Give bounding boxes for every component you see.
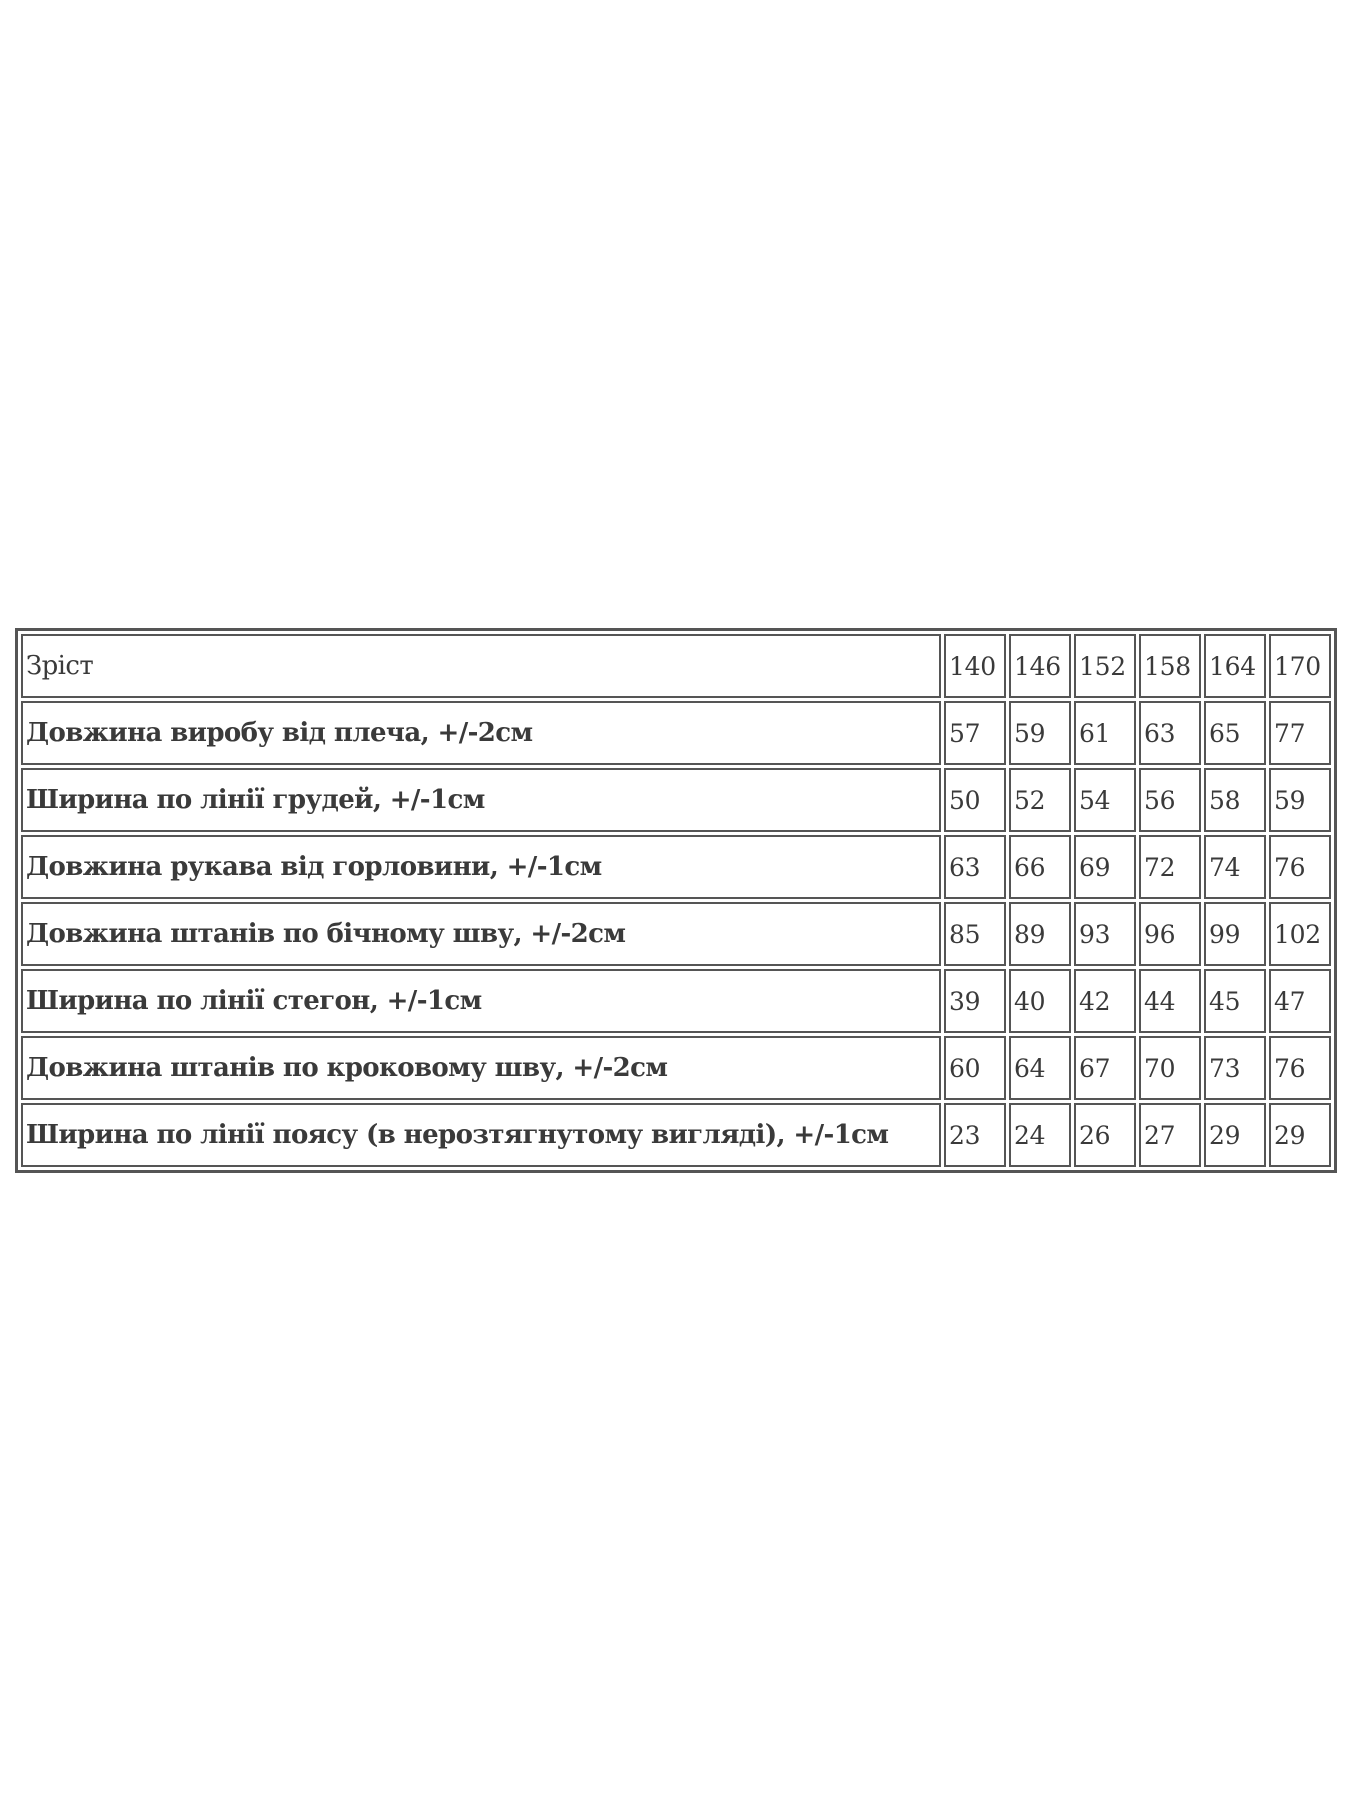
- table-row: [21, 1036, 1331, 1100]
- height-header-label: Зріст: [21, 634, 941, 698]
- table-cell: 96: [1139, 902, 1201, 966]
- table-cell: 73: [1204, 1036, 1266, 1100]
- table-cell: 66: [1009, 835, 1071, 899]
- table-cell: 27: [1139, 1103, 1201, 1167]
- size-header-cell: 140: [944, 634, 1006, 698]
- table-cell: 76: [1269, 835, 1331, 899]
- row-label: Довжина рукава від горловини, +/-1см: [21, 835, 941, 899]
- table-cell: 69: [1074, 835, 1136, 899]
- table-cell: 61: [1074, 701, 1136, 765]
- size-header-cell: 146: [1009, 634, 1071, 698]
- table-cell: 67: [1074, 1036, 1136, 1100]
- table-row: [21, 902, 1331, 966]
- table-cell: 63: [944, 835, 1006, 899]
- size-header-cell: 170: [1269, 634, 1331, 698]
- table-cell: 74: [1204, 835, 1266, 899]
- size-header-cell: 152: [1074, 634, 1136, 698]
- table-cell: 29: [1269, 1103, 1331, 1167]
- table-cell: 89: [1009, 902, 1071, 966]
- size-header-cell: 164: [1204, 634, 1266, 698]
- table-cell: 93: [1074, 902, 1136, 966]
- row-label: Ширина по лінії стегон, +/-1см: [21, 969, 941, 1033]
- table-cell: 47: [1269, 969, 1331, 1033]
- table-header-row: [21, 634, 1331, 698]
- row-label: Ширина по лінії грудей, +/-1см: [21, 768, 941, 832]
- table-cell: 57: [944, 701, 1006, 765]
- row-label: Довжина штанів по бічному шву, +/-2см: [21, 902, 941, 966]
- table-cell: 64: [1009, 1036, 1071, 1100]
- table-cell: 63: [1139, 701, 1201, 765]
- row-label: Довжина штанів по кроковому шву, +/-2см: [21, 1036, 941, 1100]
- table-cell: 40: [1009, 969, 1071, 1033]
- row-label: Ширина по лінії поясу (в нерозтягнутому вигляді), +/-1см: [21, 1103, 941, 1167]
- table-cell: 42: [1074, 969, 1136, 1033]
- table-row: [21, 969, 1331, 1033]
- table-cell: 59: [1269, 768, 1331, 832]
- table-cell: 54: [1074, 768, 1136, 832]
- table-cell: 76: [1269, 1036, 1331, 1100]
- table-cell: 70: [1139, 1036, 1201, 1100]
- table-cell: 52: [1009, 768, 1071, 832]
- table-cell: 29: [1204, 1103, 1266, 1167]
- table-row: [21, 1103, 1331, 1167]
- table-cell: 24: [1009, 1103, 1071, 1167]
- table-cell: 59: [1009, 701, 1071, 765]
- size-chart-table: [15, 628, 1337, 1173]
- table-cell: 85: [944, 902, 1006, 966]
- table-cell: 56: [1139, 768, 1201, 832]
- table-cell: 60: [944, 1036, 1006, 1100]
- table-cell: 77: [1269, 701, 1331, 765]
- table-row: [21, 835, 1331, 899]
- size-header-cell: 158: [1139, 634, 1201, 698]
- table-cell: 99: [1204, 902, 1266, 966]
- table-cell: 102: [1269, 902, 1331, 966]
- table-row: [21, 701, 1331, 765]
- table-cell: 58: [1204, 768, 1266, 832]
- table-cell: 23: [944, 1103, 1006, 1167]
- table-cell: 44: [1139, 969, 1201, 1033]
- table-cell: 72: [1139, 835, 1201, 899]
- table-row: [21, 768, 1331, 832]
- table-cell: 39: [944, 969, 1006, 1033]
- table-cell: 26: [1074, 1103, 1136, 1167]
- table-cell: 45: [1204, 969, 1266, 1033]
- table-cell: 50: [944, 768, 1006, 832]
- row-label: Довжина виробу від плеча, +/-2см: [21, 701, 941, 765]
- table-cell: 65: [1204, 701, 1266, 765]
